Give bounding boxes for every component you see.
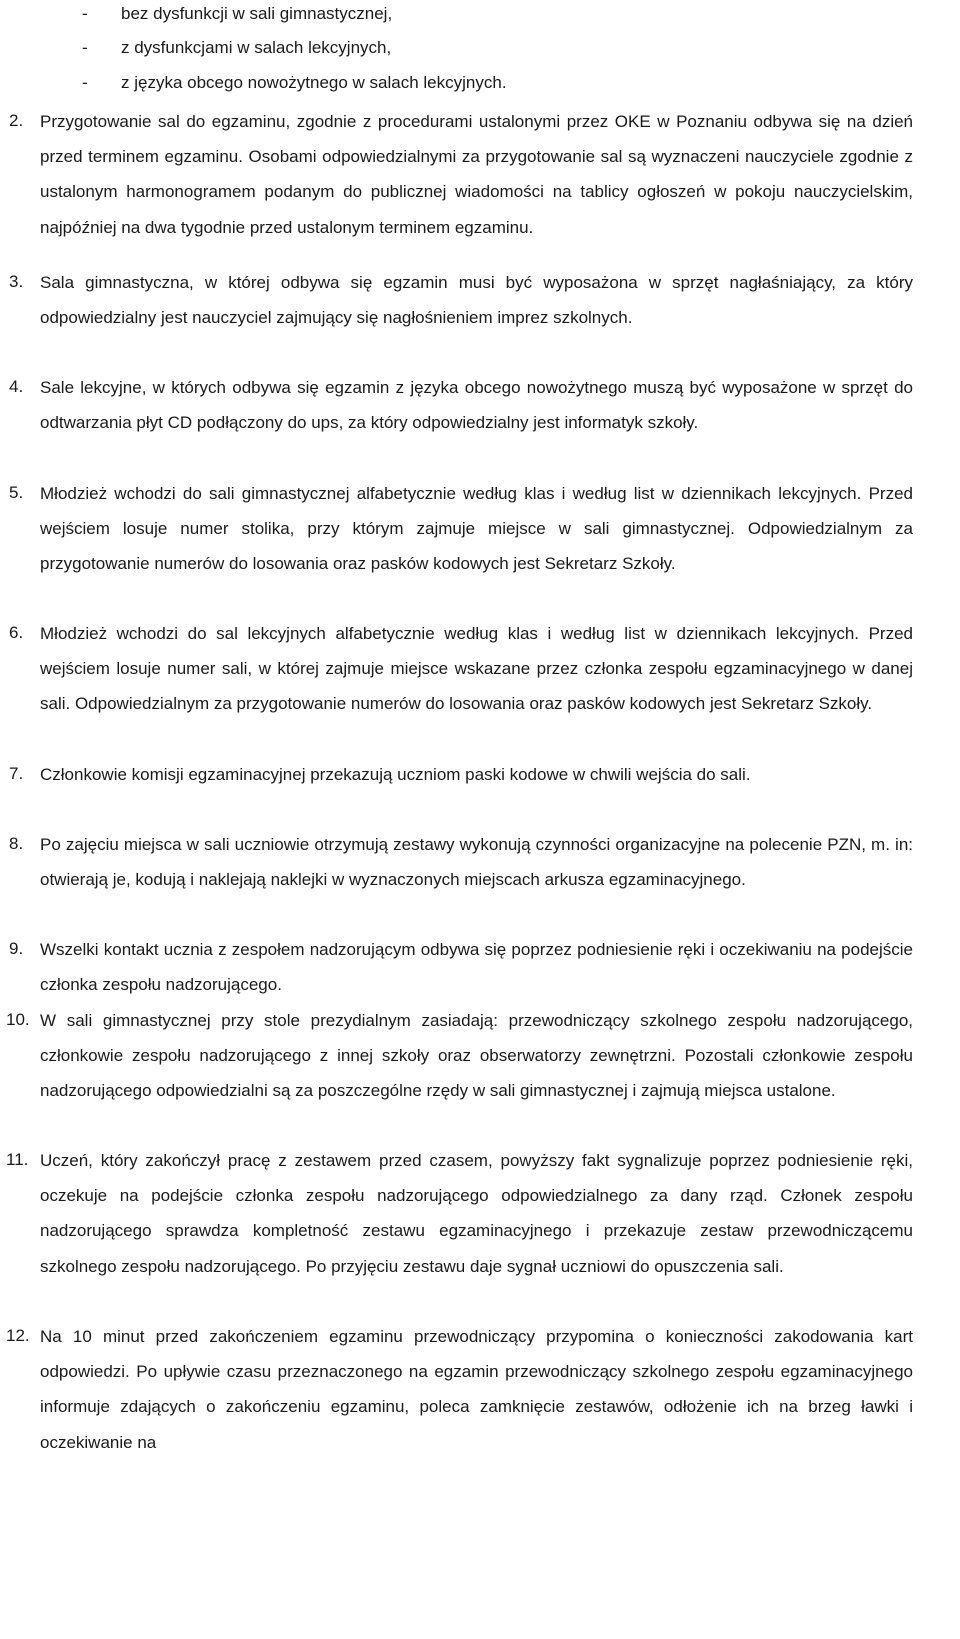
dash-bullet: - (82, 38, 88, 57)
item-text: Po zajęciu miejsca w sali uczniowie otrzymują zestawy wykonują czynności organizacyjne na polecenie PZN, m. in: otwierają je, kodują i naklejają naklejki w wyznaczonych miejscach arkusza egzaminacyjnego. (40, 835, 913, 890)
dash-bullet: - (82, 73, 88, 92)
item-text: Sale lekcyjne, w których odbywa się egzamin z języka obcego nowożytnego muszą być wyposażone w sprzęt do odtwarzania płyt CD podłączony do ups, za który odpowiedzialny jest informatyk szkoły. (40, 378, 913, 433)
item-number: 12. (6, 1326, 30, 1345)
item-number: 5. (9, 483, 24, 502)
item-text: Przygotowanie sal do egzaminu, zgodnie z procedurami ustalonymi przez OKE w Poznaniu odbywa się na dzień przed terminem egzaminu. Osobami odpowiedzialnymi za przygotowanie sal są wyznaczeni nauczyciele zgodnie z ustalonym harmonogramem podanym do publicznej wiadomości na tablicy ogłoszeń w pokoju nauczycielskim, najpóźniej na dwa tygodnie przed ustalonym terminem egzaminu. (40, 112, 913, 237)
item-number: 8. (9, 834, 24, 853)
item-text: Sala gimnastyczna, w której odbywa się egzamin musi być wyposażona w sprzęt nagłaśniający, za który odpowiedzialny jest nauczyciel zajmujący się nagłośnieniem imprez szkolnych. (40, 273, 913, 328)
item-text: Młodzież wchodzi do sal lekcyjnych alfabetycznie według klas i według list w dziennikach lekcyjnych. Przed wejściem losuje numer sali, w której zajmuje miejsce wskazane przez członka zespołu egzaminacyjnego w danej sali. Odpowiedzialnym za przygotowanie numerów do losowania oraz pasków kodowych jest Sekretarz Szkoły. (40, 624, 913, 714)
item-number: 3. (9, 272, 24, 291)
item-text: W sali gimnastycznej przy stole prezydialnym zasiadają: przewodniczący szkolnego zespołu nadzorującego, członkowie zespołu nadzorującego z innej szkoły oraz obserwatorzy zewnętrzni. Pozostali członkowie zespołu nadzorującego odpowiedzialni są za poszczególne rzędy w sali gimnastycznej i zajmują miejsca ustalone. (40, 1011, 913, 1101)
dash-bullet: - (82, 4, 88, 23)
item-number: 4. (9, 377, 24, 396)
list-item-text: bez dysfunkcji w sali gimnastycznej, (121, 4, 393, 23)
item-number: 2. (9, 111, 24, 130)
item-text: Wszelki kontakt ucznia z zespołem nadzorującym odbywa się poprzez podniesienie ręki i oczekiwaniu na podejście członka zespołu nadzorującego. (40, 940, 913, 995)
item-text: Na 10 minut przed zakończeniem egzaminu przewodniczący przypomina o konieczności zakodowania kart odpowiedzi. Po upływie czasu przeznaczonego na egzamin przewodniczący szkolnego zespołu egzaminacyjnego informuje zdających o zakończeniu egzaminu, poleca zamknięcie zestawów, odłożenie ich na brzeg ławki i oczekiwanie na (40, 1327, 913, 1452)
item-number: 10. (6, 1010, 30, 1029)
item-text: Członkowie komisji egzaminacyjnej przekazują uczniom paski kodowe w chwili wejścia do sali. (40, 765, 751, 784)
item-number: 7. (9, 764, 24, 783)
list-item-text: z języka obcego nowożytnego w salach lekcyjnych. (121, 73, 507, 92)
item-text: Młodzież wchodzi do sali gimnastycznej alfabetycznie według klas i według list w dziennikach lekcyjnych. Przed wejściem losuje numer stolika, przy którym zajmuje miejsce w sali gimnastycznej. Odpowiedzialnym za przygotowanie numerów do losowania oraz pasków kodowych jest Sekretarz Szkoły. (40, 484, 913, 574)
item-number: 9. (9, 939, 24, 958)
item-text: Uczeń, który zakończył pracę z zestawem przed czasem, powyższy fakt sygnalizuje poprzez podniesienie ręki, oczekuje na podejście członka zespołu nadzorującego odpowiedzialnego za dany rząd. Członek zespołu nadzorującego sprawdza kompletność zestawu egzaminacyjnego i przekazuje zestaw przewodniczącemu szkolnego zespołu nadzorującego. Po przyjęciu zestawu daje sygnał uczniowi do opuszczenia sali. (40, 1151, 913, 1276)
list-item-text: z dysfunkcjami w salach lekcyjnych, (121, 38, 392, 57)
item-number: 6. (9, 623, 24, 642)
item-number: 11. (6, 1150, 29, 1169)
